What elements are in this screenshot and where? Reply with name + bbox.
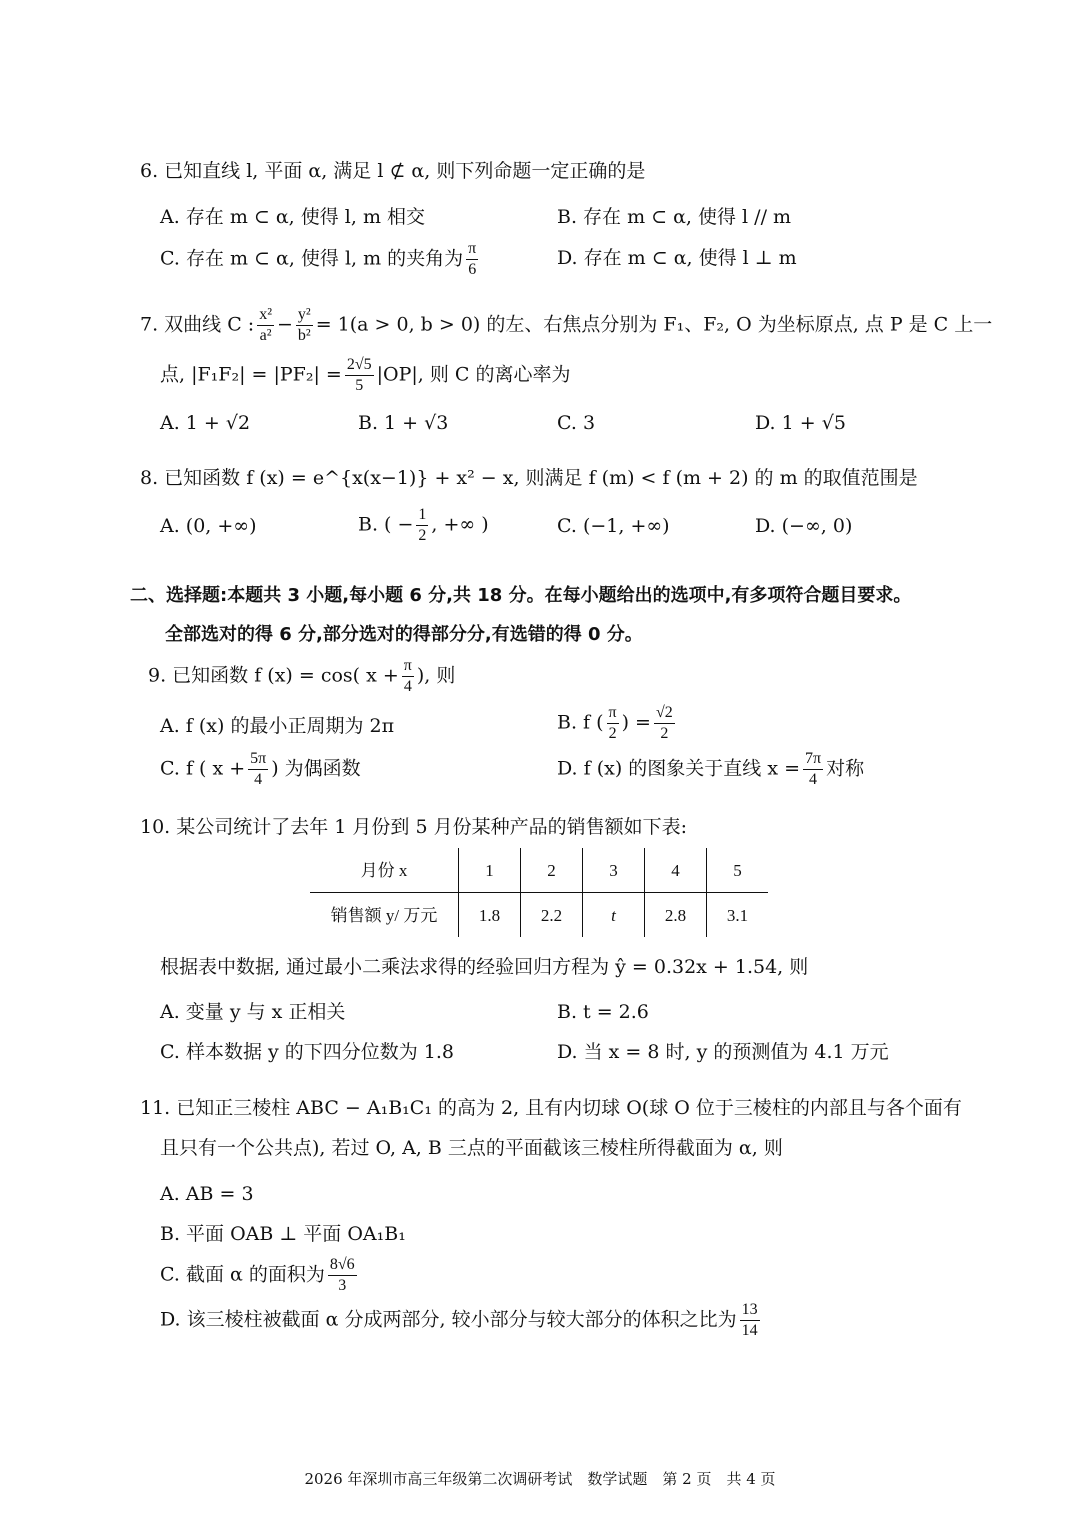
q8-option-b: B. ( − $\frac{1}{2}$ , +∞ ) (358, 506, 489, 544)
section-2-heading: 二、选择题:本题共 3 小题,每小题 6 分,共 18 分。在每小题给出的选项中,有多项符合题目要求。 (130, 585, 912, 606)
sales-table (310, 848, 768, 937)
q11-option-d: D. 该三棱柱被截面 α 分成两部分, 较小部分与较大部分的体积之比为 $\frac{13}{14}$ (160, 1301, 758, 1339)
table-cell: 2.2 (521, 893, 583, 938)
q8-option-c: C. (−1, +∞) (557, 515, 670, 537)
q7-stem: 7. 双曲线 C : $\frac{\text{x²}}{\text{a²}}$ − $\frac{\text{y²}}{\text{b²}}$ = 1(a > 0, b > 0) 的左、右焦点分别为 F₁、F₂, O 为坐标原点, 点 P 是 C 上一 (140, 306, 993, 344)
q8-option-a: A. (0, +∞) (160, 515, 257, 537)
table-cell: 2 (521, 848, 583, 893)
q7-option-a: A. 1 + √2 (160, 412, 251, 434)
q7-option-b: B. 1 + √3 (358, 412, 449, 434)
q10-stem: 10. 某公司统计了去年 1 月份到 5 月份某种产品的销售额如下表: (140, 816, 687, 838)
q6-option-b: B. 存在 m ⊂ α, 使得 l // m (557, 206, 792, 228)
q10-option-c: C. 样本数据 y 的下四分位数为 1.8 (160, 1041, 455, 1063)
table-row-month (310, 848, 768, 893)
q10-option-a: A. 变量 y 与 x 正相关 (160, 1001, 346, 1023)
table-header-sales: 销售额 y/ 万元 (310, 893, 459, 938)
page-footer: 2026 年深圳市高三年级第二次调研考试 数学试题 第 2 页 共 4 页 (304, 1470, 776, 1488)
q9-option-d: D. f (x) 的图象关于直线 x = $\frac{7\pi}{4}$ 对称 (557, 750, 865, 788)
q7-option-c: C. 3 (557, 412, 596, 434)
table-cell: t (583, 893, 645, 938)
q9-option-a: A. f (x) 的最小正周期为 2π (160, 715, 395, 737)
q11-stem-line2: 且只有一个公共点), 若过 O, A, B 三点的平面截该三棱柱所得截面为 α, 则 (160, 1137, 783, 1159)
q11-option-b: B. 平面 OAB ⊥ 平面 OA₁B₁ (160, 1223, 406, 1245)
q10-option-b: B. t = 2.6 (557, 1001, 649, 1023)
table-cell: 3 (583, 848, 645, 893)
q9-option-c: C. f ( x + $\frac{5\pi}{4}$ ) 为偶函数 (160, 750, 361, 788)
q11-stem: 11. 已知正三棱柱 ABC − A₁B₁C₁ 的高为 2, 且有内切球 O(球 O 位于三棱柱的内部且与各个面有 (140, 1097, 962, 1119)
q9-stem: 9. 已知函数 f (x) = cos( x + $\frac{\pi}{4}$ ), 则 (148, 657, 456, 695)
q10-regression: 根据表中数据, 通过最小二乘法求得的经验回归方程为 ŷ = 0.32x + 1.54, 则 (160, 956, 809, 978)
q6-option-c: C. 存在 m ⊂ α, 使得 l, m 的夹角为 $\frac{\pi}{6}$ (160, 240, 477, 278)
table-cell: 1.8 (459, 893, 521, 938)
q11-option-a: A. AB = 3 (160, 1183, 254, 1205)
table-row-sales (310, 893, 768, 938)
table-cell: 2.8 (645, 893, 707, 938)
q6-stem: 6. 已知直线 l, 平面 α, 满足 l ⊄ α, 则下列命题一定正确的是 (140, 160, 646, 182)
q6-option-d: D. 存在 m ⊂ α, 使得 l ⊥ m (557, 247, 797, 269)
section-2-instructions: 全部选对的得 6 分,部分选对的得部分分,有选错的得 0 分。 (165, 624, 643, 645)
table-header-month: 月份 x (310, 848, 459, 893)
q8-option-d: D. (−∞, 0) (755, 515, 853, 537)
q10-option-d: D. 当 x = 8 时, y 的预测值为 4.1 万元 (557, 1041, 889, 1063)
table-cell: 4 (645, 848, 707, 893)
q7-option-d: D. 1 + √5 (755, 412, 846, 434)
q7-stem-line2: 点, |F₁F₂| = |PF₂| = $\frac{2√5}{5}$ |OP|, 则 C 的离心率为 (160, 356, 571, 394)
table-cell: 1 (459, 848, 521, 893)
q8-stem: 8. 已知函数 f (x) = e^{x(x−1)} + x² − x, 则满足 f (m) < f (m + 2) 的 m 的取值范围是 (140, 467, 918, 489)
q9-option-b: B. f ( $\frac{\pi}{2}$ ) = $\frac{√2}{2}$ (557, 704, 673, 742)
q11-option-c: C. 截面 α 的面积为 $\frac{8√6}{3}$ (160, 1256, 355, 1294)
q6-option-a: A. 存在 m ⊂ α, 使得 l, m 相交 (160, 206, 426, 228)
table-cell: 3.1 (726, 905, 749, 925)
table-cell: 5 (707, 848, 769, 893)
